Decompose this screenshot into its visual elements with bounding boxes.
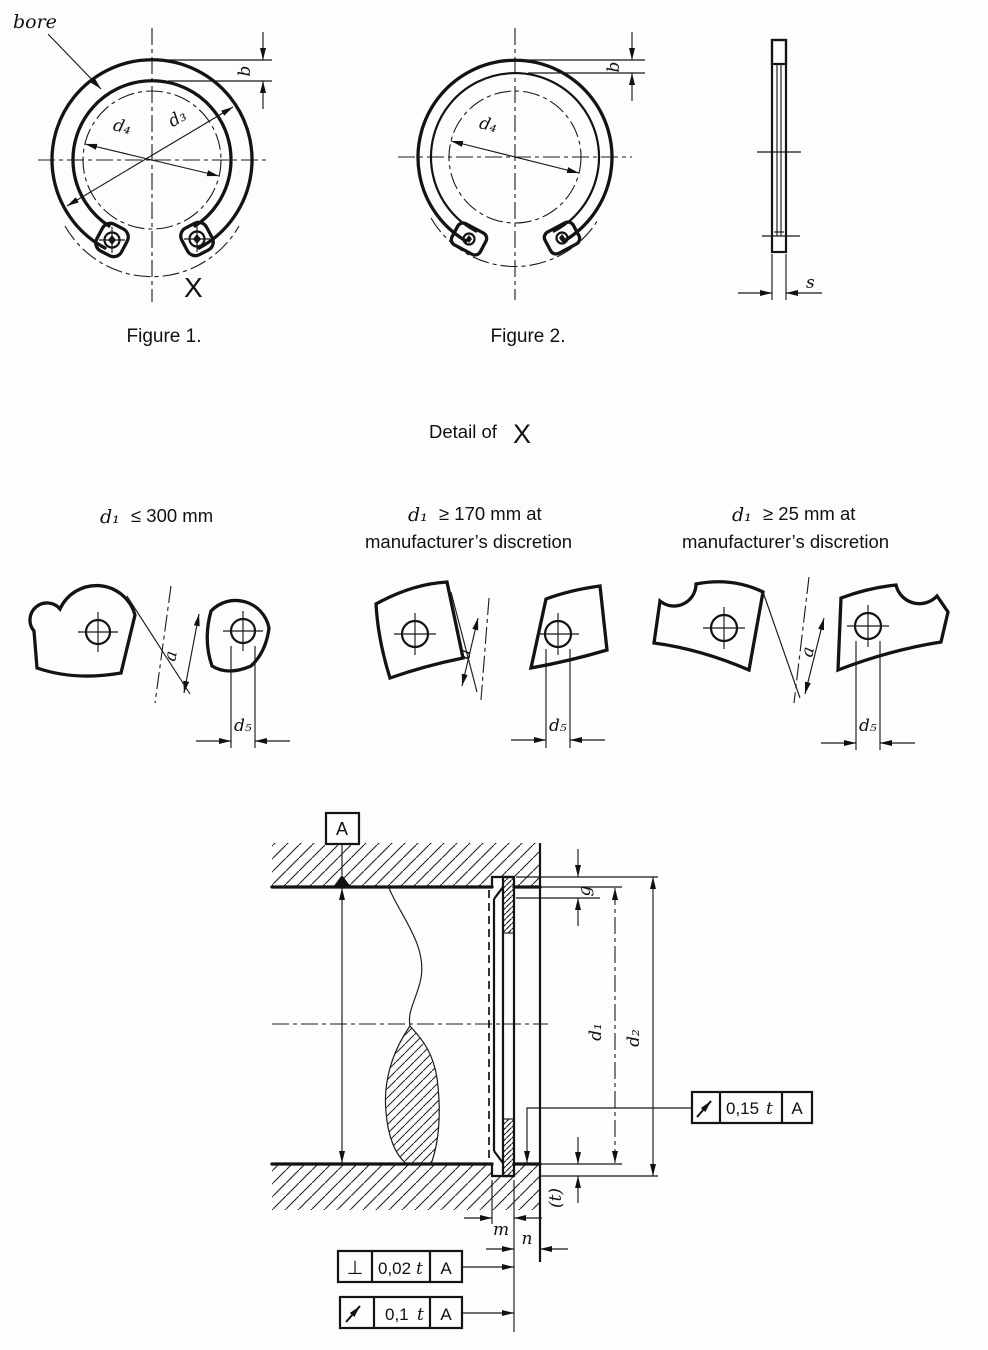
figure1-b-label: b bbox=[235, 65, 255, 77]
runout-frame bbox=[527, 1092, 812, 1163]
figure2-b-label: b bbox=[604, 61, 624, 73]
variant3-d5-label: d₅ bbox=[859, 716, 877, 736]
variant1-a-label: a bbox=[160, 649, 182, 663]
lower-wall-hatch bbox=[272, 1164, 540, 1210]
runout-datum-ref: A bbox=[791, 1099, 803, 1118]
break-line bbox=[389, 888, 422, 1026]
t-dimension bbox=[546, 1137, 578, 1208]
variant1-condition-var: d₁ bbox=[100, 506, 120, 528]
d2-dimension bbox=[624, 877, 653, 1176]
figure2-caption: Figure 2. bbox=[490, 326, 566, 347]
variant1-a-dimension bbox=[127, 586, 199, 703]
figure1-lug-holes bbox=[99, 226, 210, 253]
variant1-condition: ≤ 300 mm bbox=[131, 505, 214, 526]
datum-a-label: A bbox=[335, 819, 349, 839]
perpendicularity-frame bbox=[338, 1251, 514, 1282]
variant3-a-dimension bbox=[763, 577, 824, 703]
variant1-d5-label: d₅ bbox=[234, 716, 252, 736]
lower-runout-frame bbox=[340, 1297, 514, 1328]
variant2-a-label: a bbox=[454, 647, 476, 661]
side-view-s-label: s bbox=[806, 273, 815, 293]
perpendicularity-value-var: t bbox=[416, 1259, 423, 1279]
figure1-b-dimension bbox=[160, 32, 272, 109]
figure1-d3-label: d₃ bbox=[164, 105, 191, 132]
perpendicularity-icon: ⊥ bbox=[346, 1258, 364, 1279]
lower-runout-datum-ref: A bbox=[440, 1305, 452, 1324]
bore-label: bore bbox=[13, 11, 57, 33]
variant2-condition: ≥ 170 mm at bbox=[439, 503, 542, 524]
variant3-condition-line2: manufacturer’s discretion bbox=[682, 531, 890, 552]
detail-title-text: Detail of bbox=[429, 421, 497, 442]
figure1-d3-arrow bbox=[67, 107, 233, 206]
perpendicularity-datum-ref: A bbox=[440, 1259, 452, 1278]
lower-runout-value-var: t bbox=[417, 1305, 424, 1325]
bore-leader-arrow bbox=[48, 34, 101, 89]
figure1-view bbox=[13, 11, 272, 347]
variant2-d5-label: d₅ bbox=[549, 716, 567, 736]
detail-variant-1 bbox=[30, 505, 290, 748]
side-view-section-hatch bbox=[772, 40, 786, 64]
runout-value: 0,15 bbox=[726, 1099, 760, 1118]
g-dimension bbox=[575, 849, 595, 926]
figure1-caption: Figure 1. bbox=[126, 326, 202, 347]
variant3-a-label: a bbox=[797, 644, 819, 659]
m-label: m bbox=[492, 1220, 510, 1240]
ring-cross-section bbox=[489, 877, 514, 1176]
d1-dimension bbox=[586, 888, 615, 1163]
variant1-right-lug bbox=[207, 600, 269, 671]
perpendicularity-value: 0,02 bbox=[378, 1259, 412, 1278]
detail-variant-2 bbox=[365, 503, 607, 748]
figure2-d4-label: d₄ bbox=[477, 113, 500, 137]
detail-of-x-title bbox=[429, 419, 531, 449]
figure2-view bbox=[398, 28, 645, 347]
installation-section-view bbox=[272, 813, 812, 1332]
figure1-d4-label: d₄ bbox=[111, 115, 133, 139]
runout-value-var: t bbox=[766, 1099, 773, 1119]
detail-variant-3 bbox=[654, 503, 948, 750]
upper-wall-hatch bbox=[272, 843, 540, 887]
t-label: (t) bbox=[546, 1187, 566, 1209]
runout-leader bbox=[527, 1108, 692, 1163]
d2-label: d₂ bbox=[624, 1029, 644, 1047]
variant2-left-lug bbox=[376, 582, 463, 678]
side-view-outline bbox=[772, 40, 786, 252]
variant3-left-lug bbox=[654, 582, 763, 670]
variant2-condition-line2: manufacturer’s discretion bbox=[365, 531, 573, 552]
broken-out-section bbox=[385, 1026, 439, 1164]
variant2-a-dimension bbox=[451, 592, 489, 700]
variant2-condition-var: d₁ bbox=[408, 504, 428, 526]
variant3-condition: ≥ 25 mm at bbox=[763, 503, 856, 524]
side-view-s-dimension bbox=[738, 254, 822, 300]
lower-runout-value: 0,1 bbox=[385, 1305, 409, 1324]
figure1-detail-x-marker: X bbox=[184, 272, 203, 303]
lower-runout-icon bbox=[346, 1306, 360, 1322]
d1-label: d₁ bbox=[586, 1023, 606, 1041]
runout-icon bbox=[697, 1101, 711, 1117]
variant1-left-lug bbox=[30, 586, 135, 676]
ring-side-view bbox=[738, 40, 822, 300]
detail-title-x: X bbox=[513, 419, 532, 449]
n-label: n bbox=[521, 1229, 533, 1249]
variant3-condition-var: d₁ bbox=[732, 504, 752, 526]
g-label: g bbox=[575, 885, 595, 897]
variant3-d5-dimension bbox=[821, 641, 915, 750]
